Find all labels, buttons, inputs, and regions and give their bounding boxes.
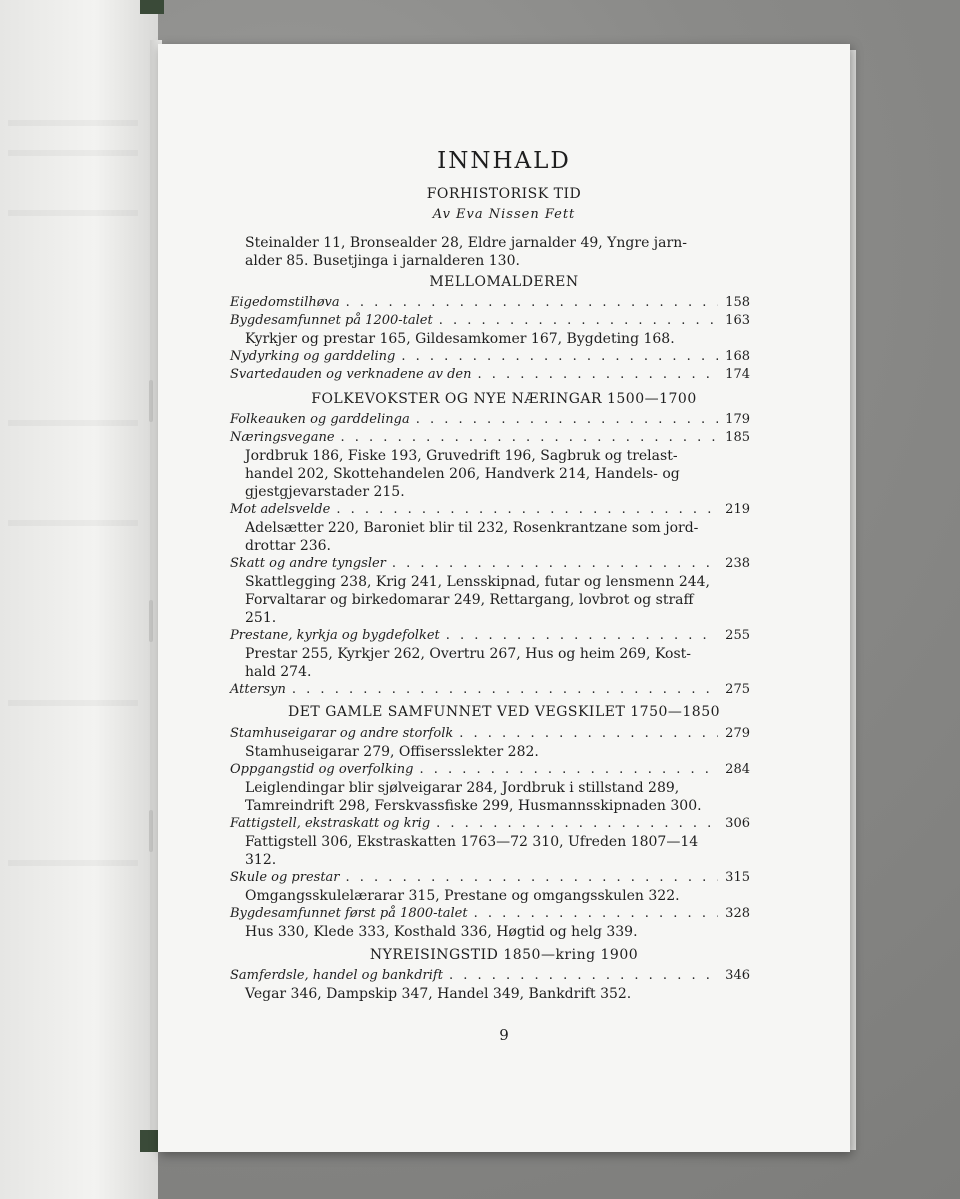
entry-page: 163	[725, 313, 750, 328]
show-through-line	[8, 520, 138, 526]
toc-entry[interactable]	[230, 429, 750, 447]
show-through-line	[8, 210, 138, 216]
entry-title: Folkeauken og garddelinga	[230, 412, 410, 427]
toc-entry[interactable]	[230, 905, 750, 923]
cover-spine	[140, 0, 164, 14]
entry-page: 179	[725, 412, 750, 427]
entry-page: 306	[725, 816, 750, 831]
entry-page: 284	[725, 762, 750, 777]
show-through-line	[8, 700, 138, 706]
dot-leader	[416, 411, 718, 429]
entry-title: Bygdesamfunnet på 1200-talet	[230, 313, 433, 328]
dot-leader	[449, 967, 718, 985]
section-heading: NYREISINGSTID 1850—kring 1900	[369, 947, 639, 963]
toc-entry[interactable]	[230, 366, 750, 384]
toc-entry[interactable]	[230, 294, 750, 312]
binding-stitch	[149, 810, 153, 852]
toc-entry[interactable]	[230, 348, 750, 366]
entry-title: Eigedomstilhøva	[230, 295, 340, 310]
entry-page: 168	[725, 349, 750, 364]
entry-title: Oppgangstid og overfolking	[230, 762, 414, 777]
show-through-line	[8, 120, 138, 126]
dot-leader	[459, 725, 718, 743]
entry-title: Fattigstell, ekstraskatt og krig	[230, 816, 431, 831]
entry-title: Skatt og andre tyngsler	[230, 556, 386, 571]
toc-entry[interactable]	[230, 725, 750, 743]
entry-page: 328	[725, 906, 750, 921]
section-heading: FORHISTORISK TID	[426, 186, 582, 202]
dot-leader	[474, 905, 718, 923]
show-through-line	[8, 860, 138, 866]
toc-entry[interactable]	[230, 312, 750, 330]
entry-page: 279	[725, 726, 750, 741]
page-title: INNHALD	[437, 148, 571, 174]
entry-title: Mot adelsvelde	[230, 502, 331, 517]
entry-page: 219	[725, 502, 750, 517]
entry-title: Svartedauden og verknadene av den	[230, 367, 472, 382]
entry-title: Stamhuseigarar og andre storfolk	[230, 726, 454, 741]
section-heading: FOLKEVOKSTER OG NYE NÆRINGAR 1500—1700	[311, 391, 697, 407]
entry-page: 315	[725, 870, 750, 885]
dot-leader	[346, 869, 718, 887]
entry-page: 174	[725, 367, 750, 382]
show-through-line	[8, 150, 138, 156]
section-author: Av Eva Nissen Fett	[432, 207, 576, 222]
dot-leader	[477, 366, 718, 384]
show-through-line	[8, 420, 138, 426]
page-number: 9	[499, 1026, 509, 1044]
entry-title: Samferdsle, handel og bankdrift	[230, 968, 443, 983]
entry-subtopics: Adelsætter 220, Baroniet blir til 232, Rosenkrantzane som jord-drottar 236.	[245, 520, 699, 554]
dot-leader	[439, 312, 718, 330]
entry-title: Nydyrking og garddeling	[230, 349, 396, 364]
section-heading: DET GAMLE SAMFUNNET VED VEGSKILET 1750—1850	[287, 704, 721, 720]
binding-stitch	[149, 380, 153, 422]
cover-edge	[850, 50, 856, 1150]
dot-leader	[436, 815, 718, 833]
entry-title: Næringsvegane	[230, 430, 335, 445]
dot-leader	[292, 681, 718, 699]
section-heading: MELLOMALDEREN	[429, 274, 579, 290]
entry-page: 238	[725, 556, 750, 571]
dot-leader	[346, 294, 718, 312]
toc-entry[interactable]	[230, 815, 750, 833]
right-page	[158, 44, 850, 1152]
entry-title: Prestane, kyrkja og bygdefolket	[230, 628, 440, 643]
entry-subtopics: Omgangsskulelærarar 315, Prestane og omgangsskulen 322.	[245, 888, 680, 904]
toc-entry[interactable]	[230, 761, 750, 779]
dot-leader	[341, 429, 718, 447]
entry-title: Skule og prestar	[230, 870, 340, 885]
entry-page: 346	[725, 968, 750, 983]
dot-leader	[401, 348, 718, 366]
entry-subtopics: Hus 330, Klede 333, Kosthald 336, Høgtid og helg 339.	[245, 924, 638, 940]
toc-entry[interactable]	[230, 555, 750, 573]
entry-subtopics: Fattigstell 306, Ekstraskatten 1763—72 310, Ufreden 1807—14 312.	[245, 834, 699, 868]
toc-entry[interactable]	[230, 627, 750, 645]
toc-entry[interactable]	[230, 501, 750, 519]
dot-leader	[336, 501, 718, 519]
binding-stitch	[149, 600, 153, 642]
dot-leader	[419, 761, 718, 779]
entry-subtopics: Leiglendingar blir sjølveigarar 284, Jordbruk i stillstand 289, Tamreindrift 298, Ferskvassfiske 299, Husmannsskipnaden 300.	[245, 780, 702, 814]
left-page	[0, 0, 158, 1199]
entry-subtopics: Vegar 346, Dampskip 347, Handel 349, Bankdrift 352.	[245, 986, 632, 1002]
entry-title: Attersyn	[230, 682, 286, 697]
toc-entry[interactable]	[230, 869, 750, 887]
dot-leader	[446, 627, 718, 645]
entry-page: 255	[725, 628, 750, 643]
entry-subtopics: Jordbruk 186, Fiske 193, Gruvedrift 196, Sagbruk og trelast-handel 202, Skottehandelen 206, Handverk 214, Handels- og gjestgjevarstader 215.	[245, 448, 680, 500]
entry-page: 185	[725, 430, 750, 445]
toc-entry[interactable]	[230, 681, 750, 699]
entry-subtopics: Prestar 255, Kyrkjer 262, Overtru 267, Hus og heim 269, Kost-hald 274.	[245, 646, 692, 680]
entry-page: 158	[725, 295, 750, 310]
entry-title: Bygdesamfunnet først på 1800-talet	[230, 906, 468, 921]
entry-subtopics: Skattlegging 238, Krig 241, Lensskipnad, futar og lensmenn 244, Forvaltarar og birkedomarar 249, Rettargang, lovbrot og straff 251.	[245, 574, 711, 626]
entry-page: 275	[725, 682, 750, 697]
entry-subtopics: Kyrkjer og prestar 165, Gildesamkomer 167, Bygdeting 168.	[245, 331, 675, 347]
dot-leader	[392, 555, 718, 573]
section-summary: Steinalder 11, Bronsealder 28, Eldre jarnalder 49, Yngre jarn-alder 85. Busetjinga i jarnalderen 130.	[245, 235, 687, 269]
entry-subtopics: Stamhuseigarar 279, Offisersslekter 282.	[245, 744, 539, 760]
toc-entry[interactable]	[230, 411, 750, 429]
toc-entry[interactable]	[230, 967, 750, 985]
